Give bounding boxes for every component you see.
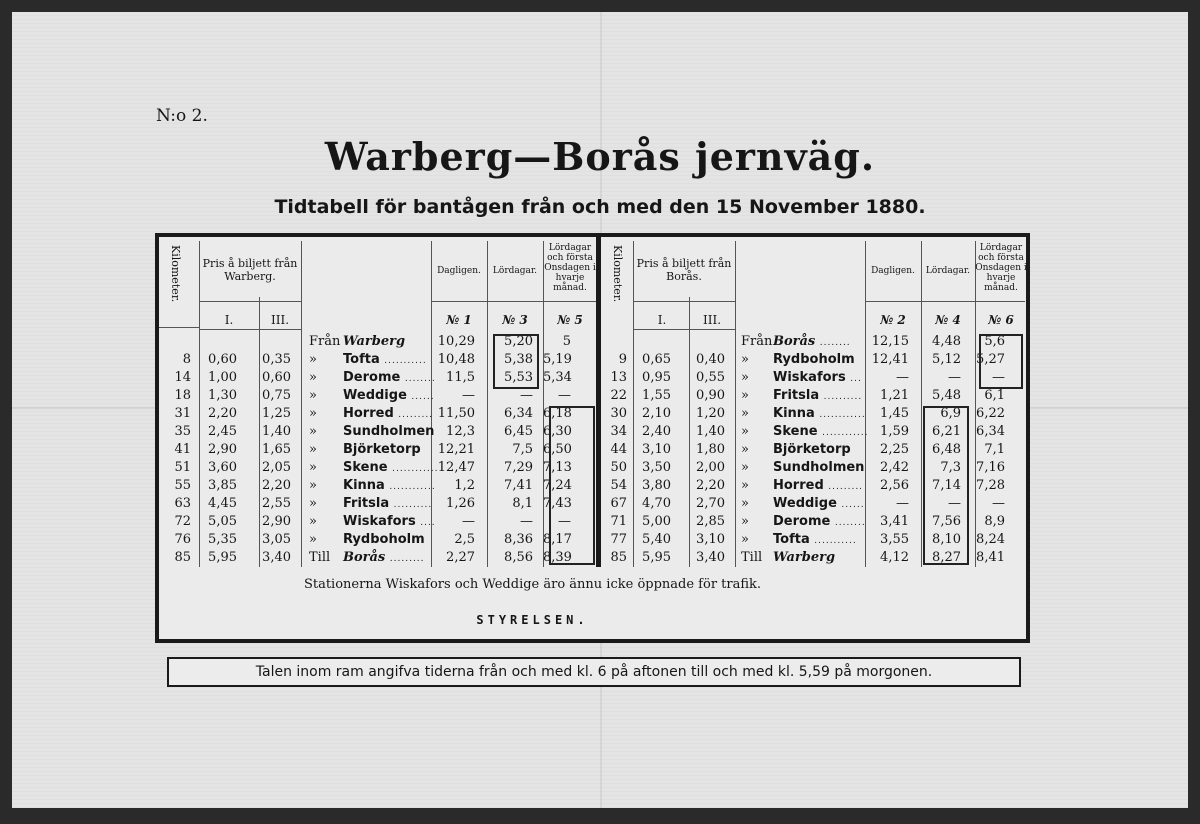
km-cell: 85	[174, 550, 191, 565]
km-cell: 31	[174, 406, 191, 421]
train-number: № 4	[935, 313, 961, 327]
price-class-1-cell: 4,45	[208, 496, 237, 511]
km-cell: 54	[610, 478, 627, 493]
time-cell: 7,5	[512, 442, 533, 457]
night-time-frame	[979, 334, 1023, 389]
price-class-1-cell: 1,30	[208, 388, 237, 403]
station-name	[343, 441, 431, 460]
time-cell: 7,1	[984, 442, 1005, 457]
direction-prefix: »	[309, 424, 317, 439]
leader-dots: ....	[420, 518, 436, 528]
price-class-3-cell: 1,80	[696, 442, 725, 457]
price-class-1-cell: 5,95	[642, 550, 671, 565]
train-number: № 2	[880, 313, 906, 327]
station-name	[773, 531, 865, 550]
station-label: Rydboholm	[773, 352, 855, 367]
time-cell: 5,34	[543, 370, 572, 385]
time-cell: 10,48	[437, 352, 475, 367]
direction-prefix: »	[741, 496, 749, 511]
timetable-from-warberg	[159, 237, 597, 567]
time-cell: 4,48	[932, 334, 961, 349]
direction-prefix: Till	[309, 550, 331, 565]
station-name	[773, 441, 865, 460]
time-cell: 2,56	[880, 478, 909, 493]
price-class-3-cell: 1,25	[262, 406, 291, 421]
station-label: Sundholmen	[343, 424, 435, 439]
time-cell: 8,24	[976, 532, 1005, 547]
direction-prefix: »	[741, 388, 749, 403]
time-cell: 12,41	[871, 352, 909, 367]
station-name	[343, 351, 431, 370]
time-cell: 7,14	[932, 478, 961, 493]
time-cell: —	[558, 514, 571, 529]
time-cell: 8,36	[504, 532, 533, 547]
stations-note: Stationerna Wiskafors och Weddige äro ännu icke öppnade för trafik.	[303, 577, 762, 592]
time-cell: 2,27	[446, 550, 475, 565]
time-cell: 12,15	[871, 334, 909, 349]
km-cell: 63	[174, 496, 191, 511]
time-cell: —	[896, 370, 909, 385]
station-name	[343, 333, 431, 352]
km-cell: 30	[610, 406, 627, 421]
direction-prefix: »	[741, 424, 749, 439]
price-class-1-cell: 3,10	[642, 442, 671, 457]
time-cell: 6,1	[984, 388, 1005, 403]
station-label: Derome	[773, 514, 831, 529]
time-cell: 3,55	[880, 532, 909, 547]
price-class-1-cell: 0,65	[642, 352, 671, 367]
page-title: Warberg—Borås jernväg.	[324, 134, 876, 179]
km-cell: 44	[610, 442, 627, 457]
table-row	[159, 387, 597, 405]
km-cell: 50	[610, 460, 627, 475]
time-cell: 7,56	[932, 514, 961, 529]
train-number: № 6	[988, 313, 1014, 327]
table-row	[159, 549, 597, 567]
price-class-3-cell: 2,05	[262, 460, 291, 475]
direction-prefix: »	[741, 370, 749, 385]
time-cell: 5,19	[543, 352, 572, 367]
price-class-1-cell: 3,60	[208, 460, 237, 475]
station-label: Weddige	[773, 496, 837, 511]
station-name	[343, 513, 436, 532]
direction-prefix: »	[309, 388, 317, 403]
page-subtitle: Tidtabell för bantågen från och med den 15 November 1880.	[274, 196, 926, 218]
time-cell: 1,21	[880, 388, 909, 403]
time-cell: 12,47	[437, 460, 475, 475]
station-name	[773, 405, 865, 424]
time-cell: 8,41	[976, 550, 1005, 565]
table-row	[159, 459, 597, 477]
km-cell: 67	[610, 496, 627, 511]
time-cell: —	[896, 496, 909, 511]
price-class-1-cell: 3,50	[642, 460, 671, 475]
price-class-3-cell: 0,40	[696, 352, 725, 367]
station-name	[773, 459, 865, 478]
direction-prefix: »	[309, 460, 317, 475]
time-cell: 7,43	[543, 496, 572, 511]
table-row	[159, 513, 597, 531]
time-cell: 7,16	[976, 460, 1005, 475]
leader-dots: ...	[850, 374, 862, 384]
leader-dots: .........	[398, 410, 434, 420]
time-cell: 8,17	[543, 532, 572, 547]
time-cell: —	[992, 370, 1005, 385]
price-class-3-cell: 3,10	[696, 532, 725, 547]
table-row	[159, 405, 597, 423]
time-cell: —	[520, 514, 533, 529]
table-row	[159, 531, 597, 549]
station-label: Warberg	[773, 550, 836, 565]
direction-prefix: »	[309, 532, 317, 547]
station-label: Fritsla	[773, 388, 820, 403]
saturday-header: Lördagar.	[925, 266, 971, 276]
direction-prefix: »	[309, 352, 317, 367]
km-cell: 55	[174, 478, 191, 493]
direction-prefix: »	[741, 352, 749, 367]
time-cell: 2,25	[880, 442, 909, 457]
leader-dots: ............	[392, 464, 439, 474]
price-class-1-cell: 5,95	[208, 550, 237, 565]
station-label: Weddige	[343, 388, 407, 403]
station-name	[343, 531, 431, 550]
time-cell: 1,45	[880, 406, 909, 421]
time-cell: 7,13	[543, 460, 572, 475]
station-label: Rydboholm	[343, 532, 425, 547]
train-number: № 1	[446, 313, 472, 327]
price-class-1-cell: 5,05	[208, 514, 237, 529]
time-cell: —	[948, 496, 961, 511]
time-cell: 6,9	[940, 406, 961, 421]
station-name	[343, 387, 435, 406]
time-cell: 4,12	[880, 550, 909, 565]
time-cell: 6,48	[932, 442, 961, 457]
station-name	[773, 513, 865, 532]
time-cell: 5,53	[504, 370, 533, 385]
km-cell: 14	[174, 370, 191, 385]
price-class-3-cell: 2,85	[696, 514, 725, 529]
class-1-header: I.	[224, 313, 234, 327]
price-class-1-cell: 4,70	[642, 496, 671, 511]
time-cell: 5,48	[932, 388, 961, 403]
km-cell: 35	[174, 424, 191, 439]
price-class-3-cell: 2,55	[262, 496, 291, 511]
time-cell: 8,27	[932, 550, 961, 565]
table-row	[159, 495, 597, 513]
timetable-frame	[155, 233, 1030, 643]
km-cell: 77	[610, 532, 627, 547]
time-cell: 6,34	[504, 406, 533, 421]
kilometer-header: Kilometer.	[611, 245, 624, 303]
leader-dots: ...........	[384, 356, 427, 366]
station-label: Derome	[343, 370, 401, 385]
table-row	[159, 441, 597, 459]
time-cell: 5,20	[504, 334, 533, 349]
station-name	[773, 333, 865, 352]
leader-dots: ..........	[393, 500, 433, 510]
footnote: Talen inom ram angifva tiderna från och med kl. 6 på aftonen till och med kl. 5,59 på morgonen.	[167, 657, 1021, 687]
time-cell: 8,39	[543, 550, 572, 565]
leader-dots: ........	[819, 338, 851, 348]
price-class-1-cell: 0,60	[208, 352, 237, 367]
night-time-frame	[923, 406, 969, 565]
time-cell: —	[992, 496, 1005, 511]
price-class-3-cell: 0,35	[262, 352, 291, 367]
station-name	[343, 405, 434, 424]
time-cell: 6,21	[932, 424, 961, 439]
time-cell: 2,5	[454, 532, 475, 547]
train-number: № 3	[502, 313, 528, 327]
price-class-1-cell: 0,95	[642, 370, 671, 385]
km-cell: 76	[174, 532, 191, 547]
price-class-3-cell: 0,55	[696, 370, 725, 385]
price-class-1-cell: 2,45	[208, 424, 237, 439]
leader-dots: .........	[828, 482, 864, 492]
leader-dots: ...........	[814, 536, 857, 546]
station-label: Wiskafors	[773, 370, 846, 385]
price-class-1-cell: 2,10	[642, 406, 671, 421]
table-row	[601, 387, 1026, 405]
price-header: Pris å biljett från Borås.	[636, 257, 732, 283]
time-cell: 6,45	[504, 424, 533, 439]
night-time-frame	[493, 334, 539, 389]
station-label: Kinna	[773, 406, 815, 421]
direction-prefix: »	[741, 514, 749, 529]
price-class-3-cell: 2,20	[696, 478, 725, 493]
price-class-3-cell: 2,70	[696, 496, 725, 511]
station-label: Tofta	[343, 352, 380, 367]
direction-prefix: »	[309, 496, 317, 511]
direction-prefix: »	[309, 514, 317, 529]
station-name	[773, 477, 865, 496]
km-cell: 51	[174, 460, 191, 475]
kilometer-header: Kilometer.	[169, 245, 182, 303]
price-class-3-cell: 2,90	[262, 514, 291, 529]
saturday-wednesday-header: Lördagar och första Onsdagen i hvarje månad.	[975, 243, 1027, 293]
time-cell: 3,41	[880, 514, 909, 529]
leader-dots: ..........	[823, 392, 863, 402]
direction-prefix: »	[741, 442, 749, 457]
station-name	[343, 477, 436, 496]
leader-dots: ......	[841, 500, 865, 510]
km-cell: 18	[174, 388, 191, 403]
time-cell: 5	[562, 334, 571, 349]
direction-prefix: »	[309, 370, 317, 385]
direction-prefix: »	[741, 406, 749, 421]
class-1-header: I.	[657, 313, 667, 327]
table-row	[159, 477, 597, 495]
station-name	[343, 369, 436, 388]
price-class-1-cell: 5,00	[642, 514, 671, 529]
price-class-3-cell: 3,40	[262, 550, 291, 565]
station-name	[343, 459, 439, 478]
station-label: Björketorp	[773, 442, 851, 457]
km-cell: 8	[182, 352, 191, 367]
station-name	[773, 423, 869, 442]
price-class-3-cell: 2,00	[696, 460, 725, 475]
km-cell: 71	[610, 514, 627, 529]
km-cell: 9	[618, 352, 627, 367]
timetable-from-boras	[601, 237, 1026, 567]
time-cell: 2,42	[880, 460, 909, 475]
price-class-1-cell: 3,85	[208, 478, 237, 493]
price-class-1-cell: 2,40	[642, 424, 671, 439]
time-cell: —	[520, 388, 533, 403]
station-name	[773, 549, 865, 568]
km-cell: 41	[174, 442, 191, 457]
station-name	[343, 549, 431, 568]
station-name	[773, 495, 865, 514]
direction-prefix: »	[309, 478, 317, 493]
time-cell: 5,38	[504, 352, 533, 367]
station-label: Borås	[343, 550, 386, 565]
daily-header: Dagligen.	[871, 266, 915, 276]
station-label: Borås	[773, 334, 816, 349]
leader-dots: ............	[819, 410, 866, 420]
leader-dots: ........	[404, 374, 436, 384]
price-class-3-cell: 1,40	[262, 424, 291, 439]
leader-dots: ............	[389, 482, 436, 492]
time-cell: 6,34	[976, 424, 1005, 439]
leader-dots: ......	[411, 392, 435, 402]
station-name	[773, 351, 865, 370]
time-cell: —	[462, 388, 475, 403]
direction-prefix: »	[741, 532, 749, 547]
saturday-wednesday-header: Lördagar och första Onsdagen i hvarje månad.	[544, 243, 596, 293]
leader-dots: .........	[389, 554, 425, 564]
signature: STYRELSEN.	[476, 613, 589, 627]
leader-dots: ........	[834, 518, 866, 528]
km-cell: 85	[610, 550, 627, 565]
time-cell: 12,3	[446, 424, 475, 439]
poster-number: N:o 2.	[156, 106, 208, 126]
station-name	[773, 369, 865, 388]
time-cell: 11,50	[437, 406, 475, 421]
time-cell: —	[462, 514, 475, 529]
station-label: Horred	[773, 478, 824, 493]
station-name	[343, 423, 435, 442]
price-class-3-cell: 0,75	[262, 388, 291, 403]
km-cell: 72	[174, 514, 191, 529]
direction-prefix: Från	[741, 334, 773, 349]
price-header: Pris å biljett från Warberg.	[202, 257, 298, 283]
price-class-1-cell: 3,80	[642, 478, 671, 493]
time-cell: 7,41	[504, 478, 533, 493]
time-cell: 6,22	[976, 406, 1005, 421]
time-cell: 8,9	[984, 514, 1005, 529]
time-cell: 5,6	[984, 334, 1005, 349]
table-row	[601, 369, 1026, 387]
time-cell: 1,2	[454, 478, 475, 493]
station-label: Björketorp	[343, 442, 421, 457]
station-name	[343, 495, 431, 514]
time-cell: 8,1	[512, 496, 533, 511]
price-class-3-cell: 0,90	[696, 388, 725, 403]
table-row	[159, 423, 597, 441]
class-3-header: III.	[270, 313, 290, 327]
time-cell: 5,27	[976, 352, 1005, 367]
time-cell: 1,59	[880, 424, 909, 439]
km-cell: 13	[610, 370, 627, 385]
time-cell: 10,29	[437, 334, 475, 349]
direction-prefix: »	[309, 442, 317, 457]
night-time-frame	[549, 406, 595, 565]
station-label: Kinna	[343, 478, 385, 493]
time-cell: —	[948, 370, 961, 385]
time-cell: —	[558, 388, 571, 403]
station-label: Warberg	[343, 334, 406, 349]
price-class-1-cell: 1,55	[642, 388, 671, 403]
price-class-1-cell: 2,90	[208, 442, 237, 457]
price-class-1-cell: 5,40	[642, 532, 671, 547]
direction-prefix: Till	[741, 550, 763, 565]
km-cell: 22	[610, 388, 627, 403]
price-class-3-cell: 0,60	[262, 370, 291, 385]
time-cell: 7,24	[543, 478, 572, 493]
daily-header: Dagligen.	[437, 266, 481, 276]
time-cell: 6,18	[543, 406, 572, 421]
station-label: Wiskafors	[343, 514, 416, 529]
time-cell: 7,3	[940, 460, 961, 475]
station-label: Sundholmen	[773, 460, 865, 475]
station-label: Tofta	[773, 532, 810, 547]
time-cell: 7,28	[976, 478, 1005, 493]
price-class-3-cell: 1,65	[262, 442, 291, 457]
price-class-3-cell: 3,05	[262, 532, 291, 547]
price-class-1-cell: 1,00	[208, 370, 237, 385]
km-cell: 34	[610, 424, 627, 439]
station-label: Fritsla	[343, 496, 390, 511]
price-class-3-cell: 3,40	[696, 550, 725, 565]
time-cell: 11,5	[446, 370, 475, 385]
time-cell: 7,29	[504, 460, 533, 475]
saturday-header: Lördagar.	[492, 266, 538, 276]
station-name	[773, 387, 865, 406]
table-row	[601, 351, 1026, 369]
direction-prefix: »	[741, 460, 749, 475]
price-class-1-cell: 2,20	[208, 406, 237, 421]
station-label: Skene	[773, 424, 818, 439]
time-cell: 6,30	[543, 424, 572, 439]
time-cell: 12,21	[437, 442, 475, 457]
price-class-3-cell: 1,20	[696, 406, 725, 421]
price-class-1-cell: 5,35	[208, 532, 237, 547]
time-cell: 6,50	[543, 442, 572, 457]
price-class-3-cell: 1,40	[696, 424, 725, 439]
time-cell: 1,26	[446, 496, 475, 511]
time-cell: 8,10	[932, 532, 961, 547]
leader-dots: ............	[822, 428, 869, 438]
price-class-3-cell: 2,20	[262, 478, 291, 493]
direction-prefix: »	[309, 406, 317, 421]
time-cell: 8,56	[504, 550, 533, 565]
class-3-header: III.	[702, 313, 722, 327]
direction-prefix: Från	[309, 334, 341, 349]
direction-prefix: »	[741, 478, 749, 493]
train-number: № 5	[557, 313, 583, 327]
table-row	[601, 333, 1026, 351]
station-label: Skene	[343, 460, 388, 475]
time-cell: 5,12	[932, 352, 961, 367]
station-label: Horred	[343, 406, 394, 421]
